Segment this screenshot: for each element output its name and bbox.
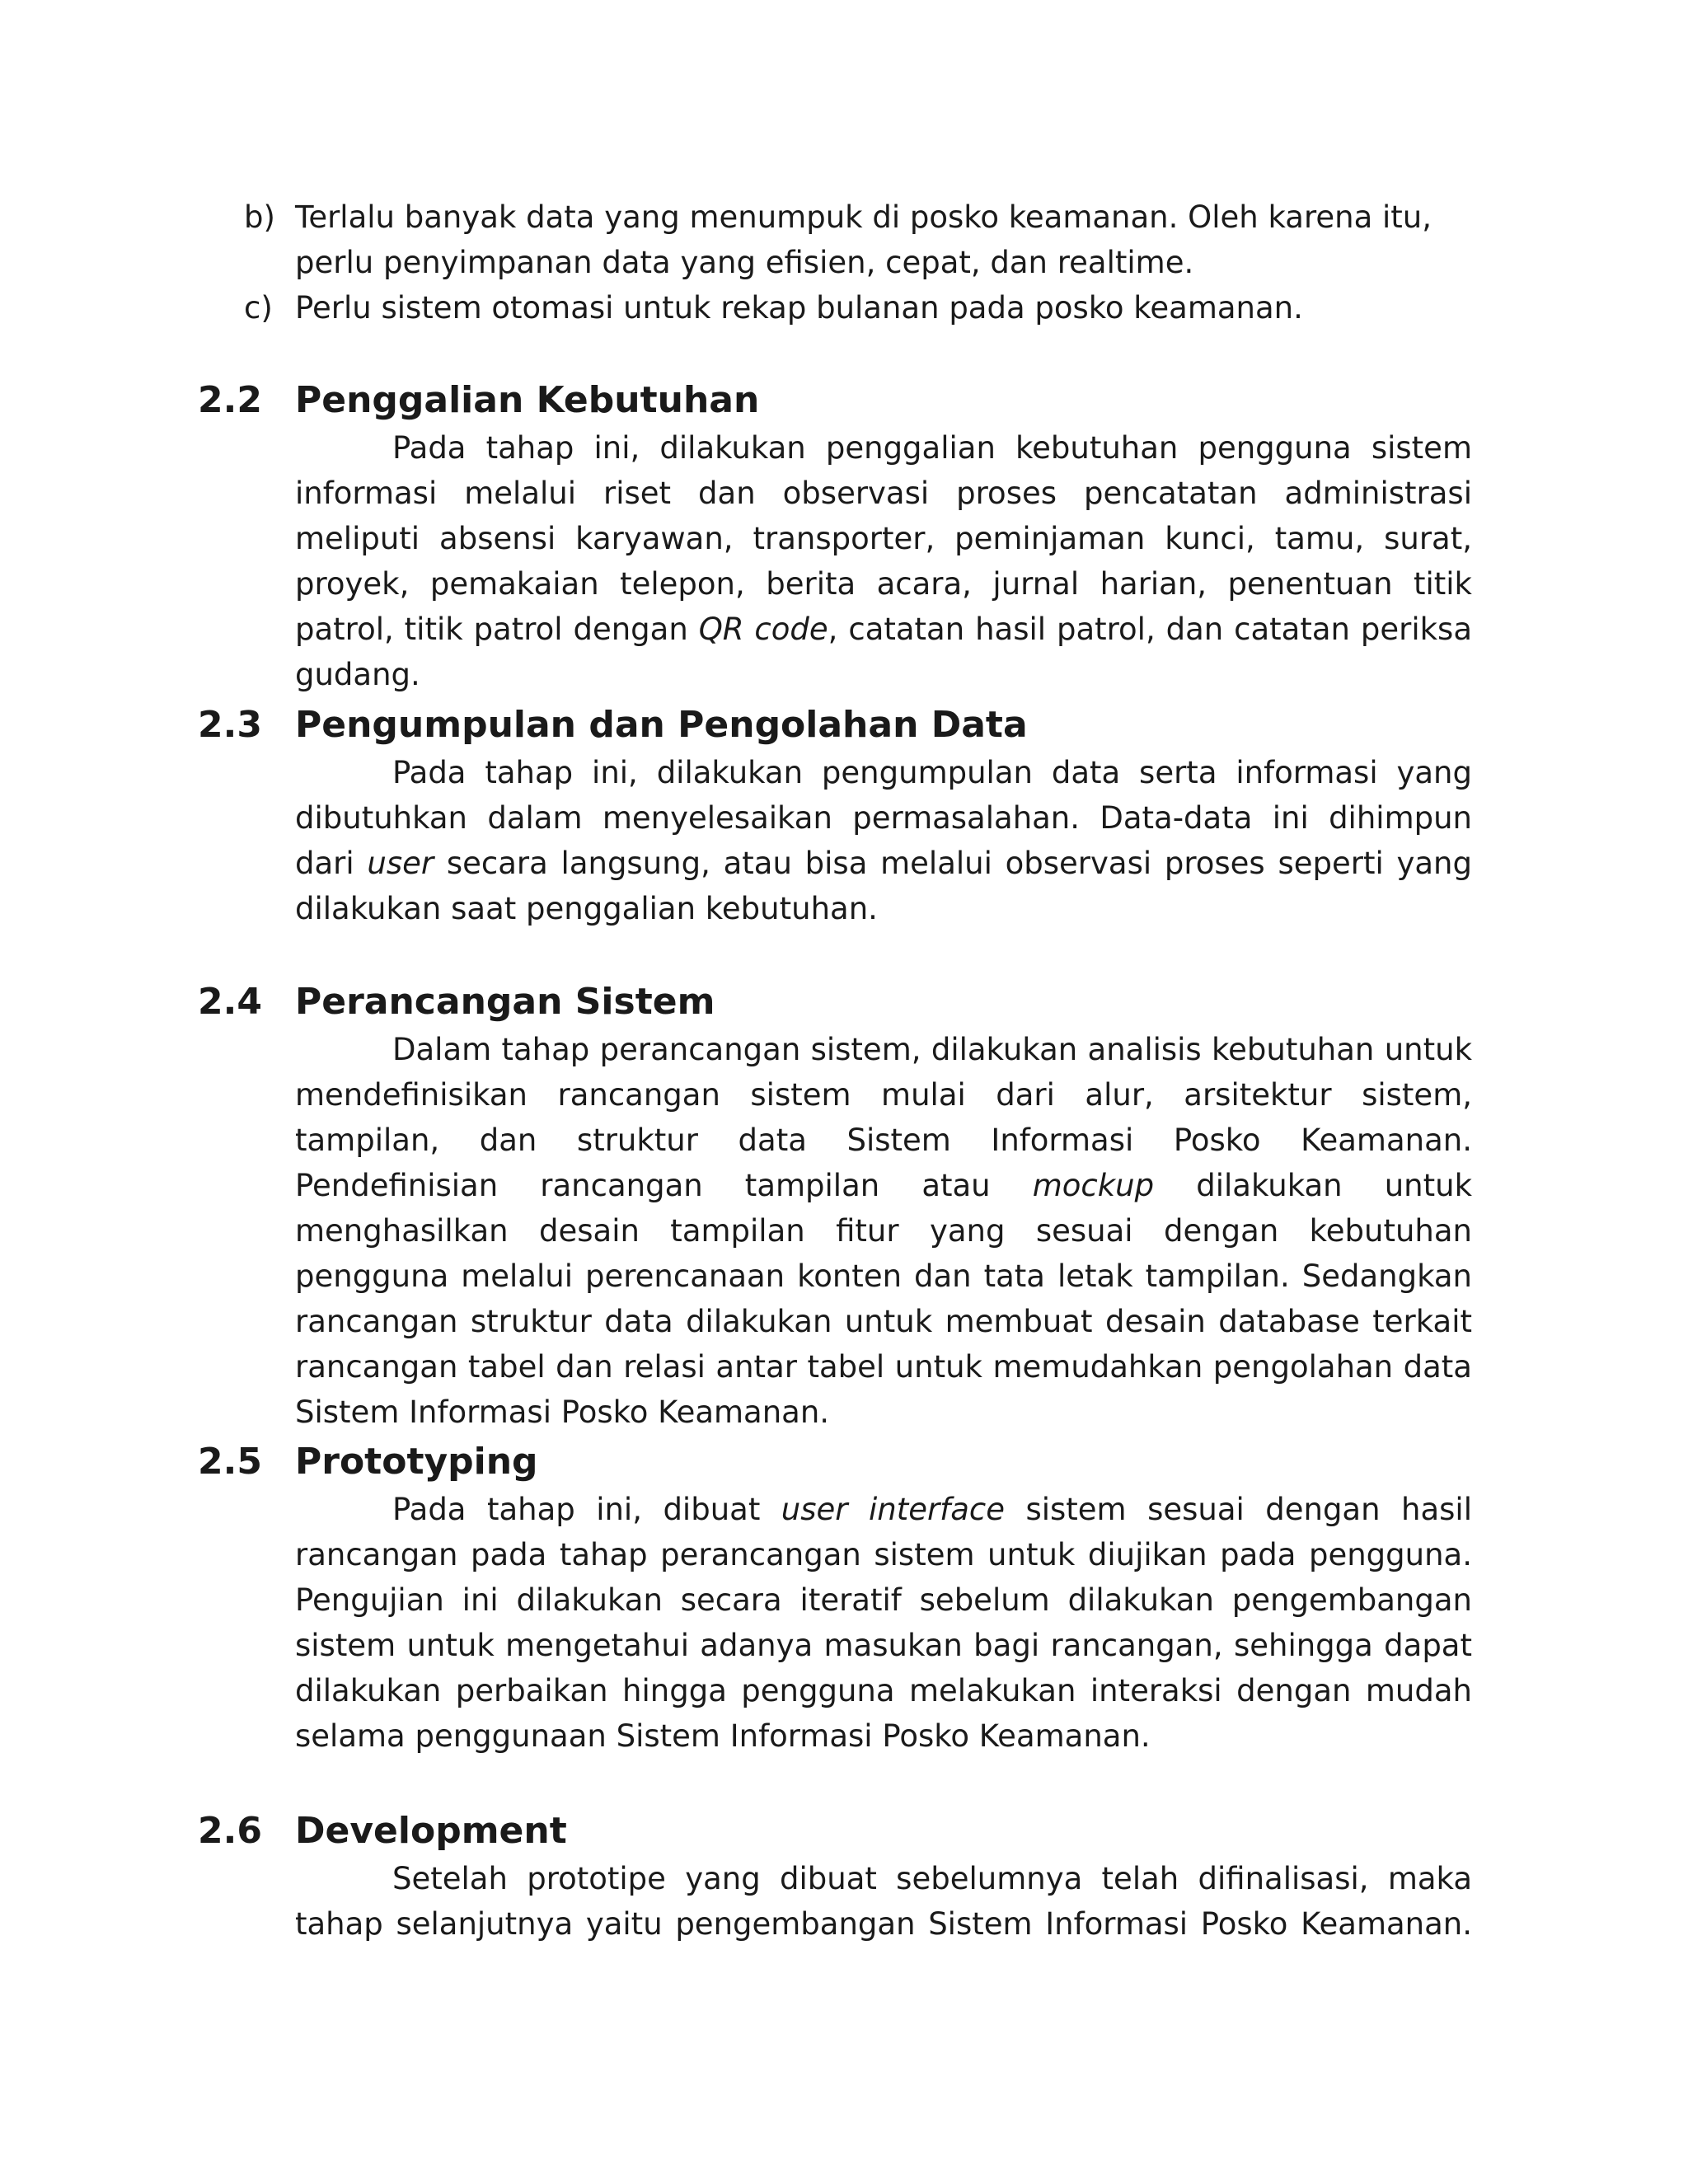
section-paragraph bbox=[295, 1856, 1472, 1947]
section-paragraph bbox=[295, 1487, 1472, 1759]
paragraph-emphasis: user bbox=[367, 846, 434, 881]
paragraph-text: sistem sesuai dengan hasil rancangan pada tahap perancangan sistem untuk diujikan pada pengguna. Pengujian ini dilakukan secara iteratif sebelum dilakukan pengembangan sistem untuk mengetahui adanya masukan bagi rancangan, sehingga dapat dilakukan perbaikan hingga pengguna melakukan interaksi dengan mudah selama penggunaan Sistem Informasi Posko Keamanan. bbox=[295, 1492, 1472, 1754]
paragraph-text: , catatan hasil patrol, dan catatan periksa gudang. bbox=[295, 612, 1472, 692]
paragraph-text: Pada tahap ini, dilakukan penggalian kebutuhan pengguna sistem informasi melalui riset dan observasi proses pencatatan administrasi meliputi absensi karyawan, transporter, peminjaman kunci, tamu, surat, proyek, pemakaian telepon, berita acara, jurnal harian, penentuan titik patrol, titik patrol dengan bbox=[295, 430, 1472, 647]
problem-list bbox=[244, 194, 1472, 330]
section-number: 2.5 bbox=[198, 1441, 262, 1483]
section-paragraph bbox=[295, 425, 1472, 697]
section-heading bbox=[198, 1437, 1472, 1487]
section-title: Prototyping bbox=[295, 1441, 538, 1483]
section-2-3 bbox=[198, 701, 1472, 931]
section-paragraph bbox=[295, 750, 1472, 931]
paragraph-text: Dalam tahap perancangan sistem, dilakukan analisis kebutuhan untuk mendefinisikan rancangan sistem mulai dari alur, arsitektur sistem, tampilan, dan struktur data Sistem Informasi Posko Keamanan. Pendefinisian rancangan tampilan atau bbox=[295, 1032, 1472, 1203]
list-item bbox=[244, 194, 1472, 285]
paragraph-text: secara langsung, atau bisa melalui observasi proses seperti yang dilakukan saat penggalian kebutuhan. bbox=[295, 846, 1472, 926]
section-title: Perancangan Sistem bbox=[295, 981, 715, 1023]
paragraph-text: dilakukan untuk menghasilkan desain tampilan fitur yang sesuai dengan kebutuhan pengguna melalui perencanaan konten dan tata letak tampilan. Sedangkan rancangan struktur data dilakukan untuk membuat desain database terkait rancangan tabel dan relasi antar tabel untuk memudahkan pengolahan data Sistem Informasi Posko Keamanan. bbox=[295, 1168, 1472, 1430]
list-marker: b) bbox=[244, 199, 275, 235]
section-title: Development bbox=[295, 1810, 567, 1852]
paragraph-emphasis: mockup bbox=[1032, 1168, 1155, 1203]
section-heading bbox=[198, 977, 1472, 1027]
section-2-5 bbox=[198, 1437, 1472, 1759]
list-item bbox=[244, 285, 1472, 330]
section-paragraph bbox=[295, 1027, 1472, 1435]
paragraph-emphasis: user interface bbox=[781, 1492, 1005, 1527]
list-item-text: Terlalu banyak data yang menumpuk di posko keamanan. Oleh karena itu, perlu penyimpanan data yang efisien, cepat, dan realtime. bbox=[295, 199, 1432, 280]
section-title: Penggalian Kebutuhan bbox=[295, 379, 760, 421]
paragraph-text: Pada tahap ini, dilakukan pengumpulan data serta informasi yang dibutuhkan dalam menyelesaikan permasalahan. Data-data ini dihimpun dari bbox=[295, 755, 1472, 881]
section-2-2 bbox=[198, 376, 1472, 697]
list-item-text: Perlu sistem otomasi untuk rekap bulanan pada posko keamanan. bbox=[295, 290, 1303, 326]
section-heading bbox=[198, 376, 1472, 425]
section-2-6 bbox=[198, 1807, 1472, 1947]
section-title: Pengumpulan dan Pengolahan Data bbox=[295, 704, 1028, 746]
section-heading bbox=[198, 701, 1472, 750]
section-heading bbox=[198, 1807, 1472, 1856]
paragraph-text: Pada tahap ini, dibuat bbox=[392, 1492, 781, 1527]
section-number: 2.6 bbox=[198, 1810, 262, 1852]
section-number: 2.3 bbox=[198, 704, 262, 746]
section-number: 2.4 bbox=[198, 981, 262, 1023]
section-number: 2.2 bbox=[198, 379, 262, 421]
section-2-4 bbox=[198, 977, 1472, 1435]
paragraph-text: Setelah prototipe yang dibuat sebelumnya telah difinalisasi, maka tahap selanjutnya yaitu pengembangan Sistem Informasi Posko Keamanan. bbox=[295, 1861, 1472, 1942]
paragraph-emphasis: QR code bbox=[698, 612, 828, 647]
list-marker: c) bbox=[244, 290, 273, 326]
